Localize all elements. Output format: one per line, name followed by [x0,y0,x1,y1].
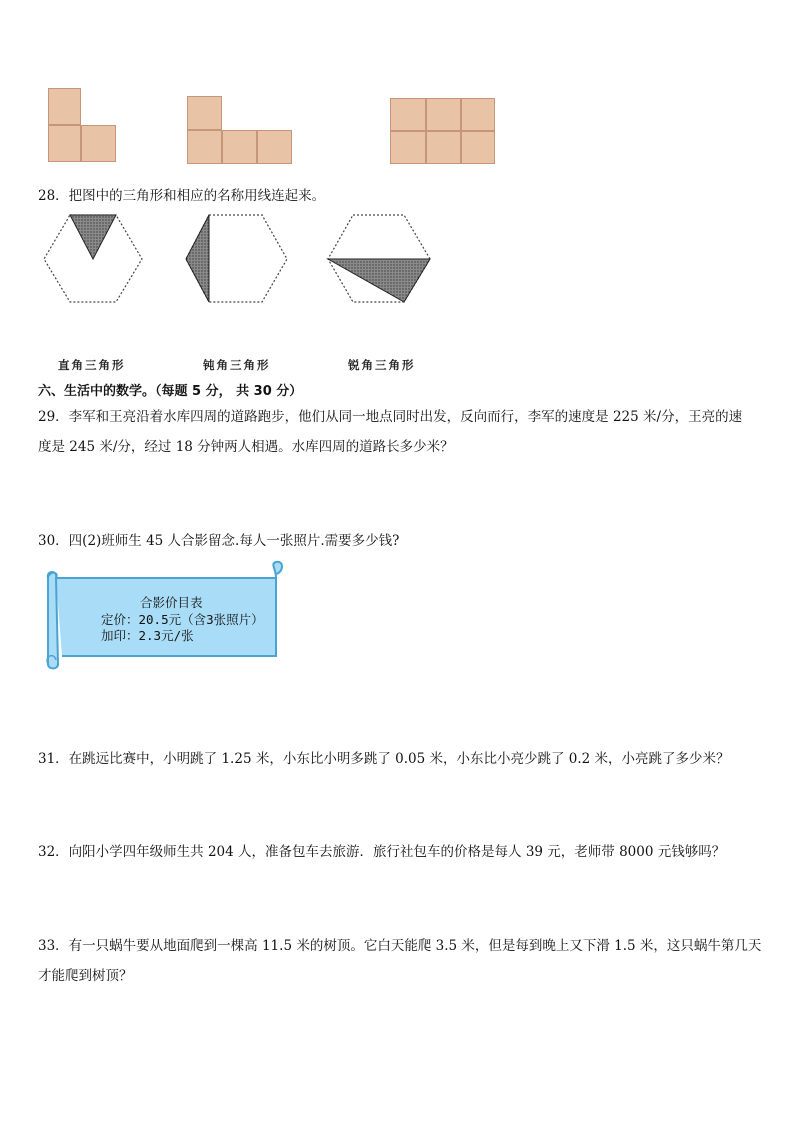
section-heading-6: 六、生活中的数学。（每题 5 分， 共 30 分） [38,384,303,399]
square [461,98,495,131]
question-33-line-1: 33．有一只蜗牛要从地面爬到一棵高 11.5 米的树顶。它白天能爬 3.5 米，但是每到晚上又下滑 1.5 米，这只蜗牛第几天 [38,938,762,954]
square [461,131,495,164]
question-33-line-2: 才能爬到树顶？ [38,968,133,984]
square [426,131,461,164]
question-29-line-1: 29．李军和王亮沿着水库四周的道路跑步，他们从同一地点同时出发，反向而行，李军的速度是 225 米/分，王亮的速 [38,409,743,425]
price-card-title: 合影价目表 [140,595,203,610]
square [390,98,426,131]
square [390,131,426,164]
square [81,125,116,162]
square [48,88,81,125]
question-30: 30．四(2)班师生 45 人合影留念.每人一张照片.需要多少钱? [38,533,400,549]
label-acute-triangle: 锐角三角形 [348,358,416,372]
price-card-line-2: 加印：2.3元/张 [101,628,194,643]
question-31: 31．在跳远比赛中，小明跳了 1.25 米，小东比小明多跳了 0.05 米，小东比小亮少跳了 0.2 米，小亮跳了多少米？ [38,751,730,767]
hexagon-acute-triangle [328,215,430,302]
square [48,125,81,162]
label-obtuse-triangle: 钝角三角形 [203,358,271,372]
square [257,130,292,164]
square [187,96,222,130]
hexagon-figures [0,205,794,310]
label-right-triangle: 直角三角形 [58,358,126,372]
square [426,98,461,131]
question-32: 32．向阳小学四年级师生共 204 人，准备包车去旅游．旅行社包车的价格是每人 39 元，老师带 8000 元钱够吗？ [38,844,726,860]
question-29-line-2: 度是 245 米/分，经过 18 分钟两人相遇。水库四周的道路长多少米？ [38,439,454,455]
square [222,130,257,164]
price-card-line-1: 定价：20.5元（含3张照片） [101,612,264,627]
square [187,130,222,164]
question-28: 28．把图中的三角形和相应的名称用线连起来。 [38,188,326,204]
hexagon-right-triangle [44,215,142,302]
hexagon-obtuse-triangle [186,215,287,302]
